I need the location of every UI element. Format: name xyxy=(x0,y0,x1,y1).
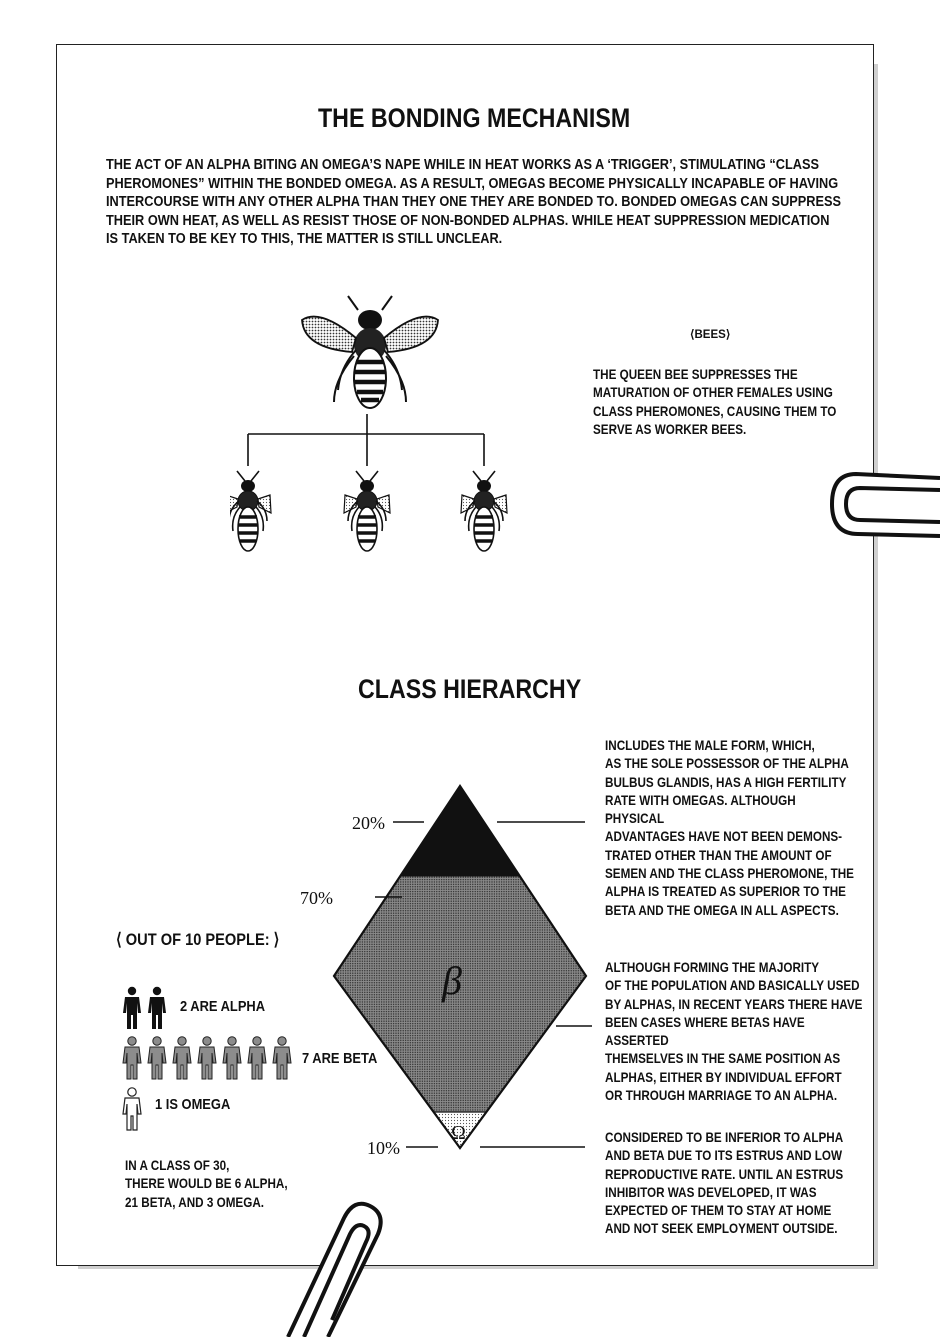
paper-clip-icon xyxy=(826,462,940,552)
beta-person-icon xyxy=(123,1037,141,1079)
bonding-title: THE BONDING MECHANISM xyxy=(318,103,631,133)
alpha-percent: 20% xyxy=(352,813,385,833)
beta-symbol: β xyxy=(442,958,462,1003)
beta-person-icon xyxy=(223,1037,241,1079)
omega-symbol: Ω xyxy=(451,1122,466,1144)
bees-tag-label: BEES xyxy=(694,329,726,341)
bee-hierarchy-diagram xyxy=(230,290,510,570)
alpha-count-label: 2 ARE ALPHA xyxy=(180,998,266,1015)
omega-percent: 10% xyxy=(367,1138,400,1158)
alpha-description: INCLUDES THE MALE FORM, WHICH, AS THE SOLE POSSESSOR OF THE ALPHA BULBUS GLANDIS, HAS A HIGH FERTILITY RATE WITH OMEGAS. ALTHOUGH PHYSICAL ADVANTAGES HAVE NOT BEEN DEMONS- TRATED OTHER THAN THE AMOUNT OF SEMEN AND THE CLASS PHEROMONE, THE ALPHA IS TREATED AS SUPERIOR TO THE BETA AND THE OMEGA IN ALL ASPECTS. xyxy=(605,738,854,918)
angle-right-icon: ⟩ xyxy=(273,930,280,949)
beta-person-icon xyxy=(273,1037,291,1079)
leader-lines xyxy=(340,800,600,1160)
worker-bee-icon xyxy=(461,471,507,551)
alpha-person-icon xyxy=(148,987,166,1029)
alpha-person-icon xyxy=(123,987,141,1029)
omega-description: CONSIDERED TO BE INFERIOR TO ALPHA AND BETA DUE TO ITS ESTRUS AND LOW REPRODUCTIVE RATE. UNTIL AN ESTRUS INHIBITOR WAS DEVELOPED, IT WAS EXPECTED OF THEM TO STAY AT HOME AND NOT SEEK EMPLOYMENT OUTSIDE. xyxy=(605,1130,844,1237)
beta-count-label: 7 ARE BETA xyxy=(302,1050,378,1067)
bonding-paragraph: THE ACT OF AN ALPHA BITING AN OMEGA’S NAPE WHILE IN HEAT WORKS AS A ‘TRIGGER’, STIMULATING “CLASS PHEROMONES” WITHIN THE BONDED OMEGA. AS A RESULT, OMEGAS BECOME PHYSICALLY INCAPABLE OF HAVING INTERCOURSE WITH ANY OTHER ALPHA THAN THEY ONE THEY ARE BONDED TO. BONDED OMEGAS CAN SUPPRESS THEIR OWN HEAT, AS WELL AS RESIST THOSE OF NON-BONDED ALPHAS. WHILE HEAT SUPPRESSION MEDICATION IS TAKEN TO BE KEY TO THIS, THE MATTER IS STILL UNCLEAR. xyxy=(106,156,842,248)
worker-bee-icon xyxy=(344,471,390,551)
angle-left-icon: ⟨ xyxy=(690,329,695,341)
bees-tag xyxy=(690,327,730,341)
people-heading-label: OUT OF 10 PEOPLE: xyxy=(125,930,270,949)
angle-right-icon: ⟩ xyxy=(725,329,731,341)
beta-person-icon xyxy=(173,1037,191,1079)
beta-person-icon xyxy=(248,1037,266,1079)
queen-bee-icon xyxy=(302,296,438,408)
bees-caption: THE QUEEN BEE SUPPRESSES THE MATURATION OF OTHER FEMALES USING CLASS PHEROMONES, CAUSING THEM TO SERVE AS WORKER BEES. xyxy=(593,367,837,437)
beta-person-icon xyxy=(198,1037,216,1079)
class-of-30-note: IN A CLASS OF 30, THERE WOULD BE 6 ALPHA, 21 BETA, AND 3 OMEGA. xyxy=(125,1158,288,1210)
angle-left-icon: ⟨ xyxy=(116,930,122,949)
beta-person-icon xyxy=(148,1037,166,1079)
omega-person-icon xyxy=(123,1088,141,1130)
omega-count-label: 1 IS OMEGA xyxy=(155,1096,231,1113)
hierarchy-title: CLASS HIERARCHY xyxy=(358,674,582,704)
beta-description: ALTHOUGH FORMING THE MAJORITY OF THE POPULATION AND BASICALLY USED BY ALPHAS, IN RECENT YEARS THERE HAVE BEEN CASES WHERE BETAS HAVE ASSERTED THEMSELVES IN THE SAME POSITION AS ALPHAS, EITHER BY INDIVIDUAL EFFORT OR THROUGH MARRIAGE TO AN ALPHA. xyxy=(605,960,863,1104)
worker-bee-icon xyxy=(230,471,271,551)
people-heading xyxy=(116,930,279,950)
paper-clip-icon xyxy=(280,1190,390,1337)
beta-percent: 70% xyxy=(300,888,333,908)
